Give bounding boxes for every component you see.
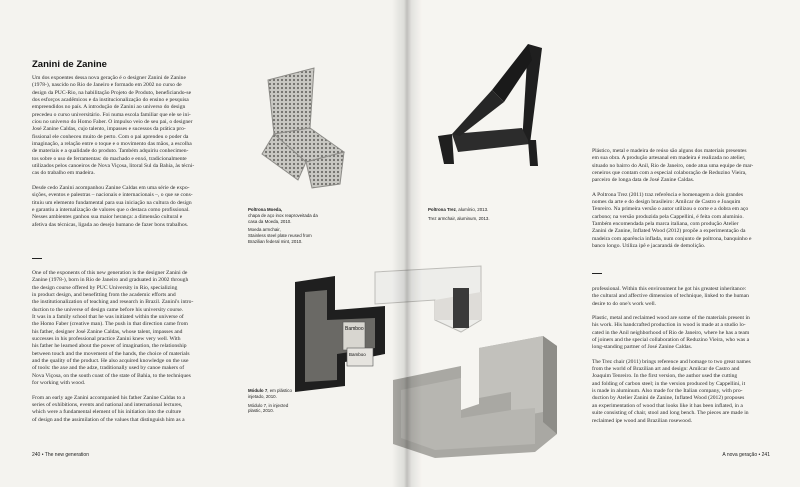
text-line: series of exhibitions, events and national and international lectures, — [32, 401, 183, 408]
text-line: The Trez chair (2011) brings reference and homage to two great names — [592, 358, 751, 365]
text-line: cated in the Anil neighborhood of Rio de Janeiro, where he has a team — [592, 329, 750, 336]
text-line: Também encomendada pela marca italiana, com produção Atelier — [592, 221, 739, 228]
text-line: banco longo. Utiliza ipê e jacarandá de demolição. — [592, 243, 706, 250]
text-line: an experimentation of wood that looks like it has been inflated, in a — [592, 402, 743, 409]
right-portuguese-text — [592, 148, 770, 250]
text-line: suite consisting of chair, stool and long bench. The pieces are made in — [592, 410, 749, 417]
text-line: Plastic, metal and reclaimed wood are some of the materials present in — [592, 315, 750, 322]
text-line: between touch and the movement of the hands, the choice of materials — [32, 350, 190, 357]
text-line: of tools: the axe and the adze, traditionally used by canoe makers of — [32, 365, 185, 372]
text-line: duction to the universe of design came before his university course. — [32, 306, 184, 313]
paragraph-gap — [592, 352, 770, 359]
modulo-caption-title: Módulo 7 — [248, 388, 268, 393]
trez-chair-photo — [432, 40, 572, 170]
text-line: duction by Atelier Zanini de Zanine, Inflated Wood (2012) proposes — [592, 395, 745, 402]
trez-caption: Poltrona Trez, alumínio, 2013. Trez armchair, aluminum, 2013. — [428, 207, 490, 221]
text-line: nomes da arte e do design brasileiro: Amilcar de Castro e Joaquim — [592, 199, 741, 206]
trez-caption-title: Poltrona Trez — [428, 207, 456, 212]
text-line: dos esforços acadêmicos e da institucionalização do ensino e pesquisa — [32, 97, 189, 104]
text-line: from the world of Brazilian art and design: Amilcar de Castro and — [592, 366, 740, 373]
text-line: sições, eventos e palestras – nacionais e internacionais –, o que se cons- — [32, 192, 193, 199]
text-line: which were a fundamental element of his initiation into the culture — [32, 409, 182, 416]
left-folio: 240 • The new generation — [32, 452, 89, 458]
text-line: Tenreiro. Na primeira versão o autor utilizou o corte e a dobra em aço — [592, 206, 749, 213]
text-line: for working with wood. — [32, 380, 86, 387]
text-line: of joiners and the special collaboration of Reduzino Vieira, who was a — [592, 337, 750, 344]
text-line: tos sobre o uso de ferramentas: do machado e enxó, tradicionalmente — [32, 155, 187, 162]
text-line: the design course offered by PUC University in Rio, specializing — [32, 284, 178, 291]
text-line: Um dos expoentes dessa nova geração é o designer Zanini de Zanine — [32, 75, 186, 81]
text-line: Zanini de Zanine, Inflated Wood (2012) propõe a experimentação da — [592, 228, 746, 235]
text-line: is made in aluminum. Also made for the Italian company, with pro- — [592, 388, 743, 395]
text-line: em sua obra. A produção artesanal em madeira é realizada no atelier, — [592, 155, 746, 162]
text-line: e garantiu a internalização de valores que o destaca como profissional. — [32, 206, 190, 213]
language-divider-right — [592, 273, 602, 274]
text-line: tituiu um elemento fundamental para sua iniciação na cultura do design — [32, 199, 192, 206]
paragraph-gap — [32, 388, 257, 395]
text-line: madeira com aparência inflada, num conjunto de poltrona, banquinho e — [592, 235, 752, 242]
magazine-2-label: Bamboo — [349, 352, 366, 357]
magazine-2 — [347, 348, 373, 366]
text-line: ciou no universo do Homo Faber. O impulso veio de seu pai, o designer — [32, 119, 193, 126]
right-english-text — [592, 286, 770, 425]
text-line: reclaimed ipe wood and Brazilian rosewood. — [592, 417, 693, 424]
text-line: the Homo Faber (creative man). The push in that direction came from — [32, 321, 188, 328]
text-line: long-standing partner of José Zanine Caldas. — [592, 344, 693, 351]
text-line: Plástico, metal e madeira de reúso são alguns dos materiais presentes — [592, 148, 747, 154]
magazine-1-label: Bamboo — [345, 326, 364, 332]
text-line: imaginação, a relação entre o toque e o movimento das mãos, a escolha — [32, 141, 192, 148]
moeda-chair-photo — [240, 62, 360, 192]
text-line: successes in his professional practice Zanini knew very well. With — [32, 336, 181, 343]
text-line: of design and the assimilation of the values that distinguish him as a — [32, 416, 185, 423]
text-line: and folding of carbon steel; in the version produced by Cappellini, it — [592, 380, 746, 387]
text-line: and the quality of the product. He also acquired knowledge on the use — [32, 358, 189, 365]
text-line: José Zanine Caldas, cujo talento, impasses e sucessos da prática pro- — [32, 126, 186, 133]
section-title: Zanini de Zanine — [32, 59, 107, 70]
text-line: From an early age Zanini accompanied his father Zanine Caldas to a — [32, 394, 185, 401]
text-line: the institutionalization of teaching and research in Brazil. Zanini's intro- — [32, 299, 194, 306]
text-line: Nova Viçosa, on the south coast of the state of Bahia, to the techniques — [32, 372, 191, 379]
text-line: in product design, and benefitting from the academic efforts and — [32, 292, 176, 299]
paragraph-gap — [592, 308, 770, 315]
text-line: his father he learned about the power of imagination, the relationship — [32, 343, 187, 350]
moeda-caption-title: Poltrona Moeda, — [248, 207, 283, 212]
text-line: ceneiros que contam com a especial colaboração de Reduzino Vieira, — [592, 170, 747, 177]
left-portuguese-text — [32, 75, 257, 229]
text-line: A Poltrona Trez (2011) traz referência e homenagem a dois grandes — [592, 191, 744, 198]
text-line: Desde cedo Zanini acompanhou Zanine Caldas em uma série de expo- — [32, 184, 190, 191]
text-line: parceiro de longa data de José Zanine Caldas. — [592, 177, 695, 184]
text-line: his father, designer José Zanine Caldas, whose talent, impasses and — [32, 328, 183, 335]
text-line: It was in a family school that he was initiated within the universe of — [32, 314, 184, 321]
text-line: Nesses ambientes ganhou sua maior herança: a dimensão cultural e — [32, 214, 183, 221]
right-folio: A nova geração • 241 — [722, 452, 770, 458]
language-divider — [32, 258, 42, 259]
spine-gutter — [392, 0, 422, 487]
text-line: One of the exponents of this new generation is the designer Zanini de — [32, 270, 188, 276]
paragraph-gap — [32, 178, 257, 185]
text-line: Joaquim Tenreiro. In the first version, the author used the cutting — [592, 373, 738, 380]
text-line: his work. His handcrafted production in wood is made at a studio lo- — [592, 322, 746, 329]
text-line: de materiais e a qualidade do produto. Também adquiriu conhecimen- — [32, 148, 189, 155]
text-line: carbono; na versão produzida pela Cappellini, é feita com alumínio. — [592, 213, 744, 220]
text-line: professional. Within this environment he got his greatest inheritance: — [592, 286, 747, 292]
paragraph-gap — [592, 185, 770, 192]
text-line: utilizados pelos canoeiros de Nova Viçosa, litoral Sul da Bahia, às técni- — [32, 163, 195, 170]
text-line: desire to do one's work well. — [592, 300, 657, 307]
text-line: (1978-), nascido no Rio de Janeiro e formado em 2002 no curso de — [32, 82, 182, 89]
moeda-caption: Poltrona Moeda, chapa de aço inox reaproveitada da casa da Moeda, 2010. Moeda armchair, Stainless steel plate reused from Brazilian federal mint, 2010. — [248, 207, 318, 244]
text-line: precedeu o curso universitário. Foi numa escola familiar que ele se ini- — [32, 111, 191, 118]
left-english-text — [32, 270, 257, 424]
text-line: Zanine (1978-), born in Rio de Janeiro and graduated in 2002 through — [32, 277, 189, 284]
modulo-caption: Módulo 7, em plástico injetado, 2010. Módulo 7, in injected plastic, 2010. — [248, 388, 292, 414]
text-line: situado no bairro do Anil, Rio de Janeiro, onde atua uma equipe de mar- — [592, 162, 754, 169]
text-line: empreendidos no país. A introdução de Zanini ao universo do design — [32, 104, 186, 111]
text-line: the cultural and affective dimension of technique, linked to the human — [592, 293, 749, 300]
text-line: cas do trabalho em madeira. — [32, 170, 95, 177]
modulo-7-photo — [285, 262, 575, 467]
magazine-3 — [453, 288, 469, 328]
text-line: design da PUC-Rio, na habilitação Projeto de Produto, beneficiando-se — [32, 89, 192, 96]
text-line: fissional ele conheceu muito de perto. Com o pai aprendeu o poder da — [32, 133, 189, 140]
text-line: afetiva das técnicas, ligada ao desejo humano de fazer bons trabalhos. — [32, 221, 189, 228]
